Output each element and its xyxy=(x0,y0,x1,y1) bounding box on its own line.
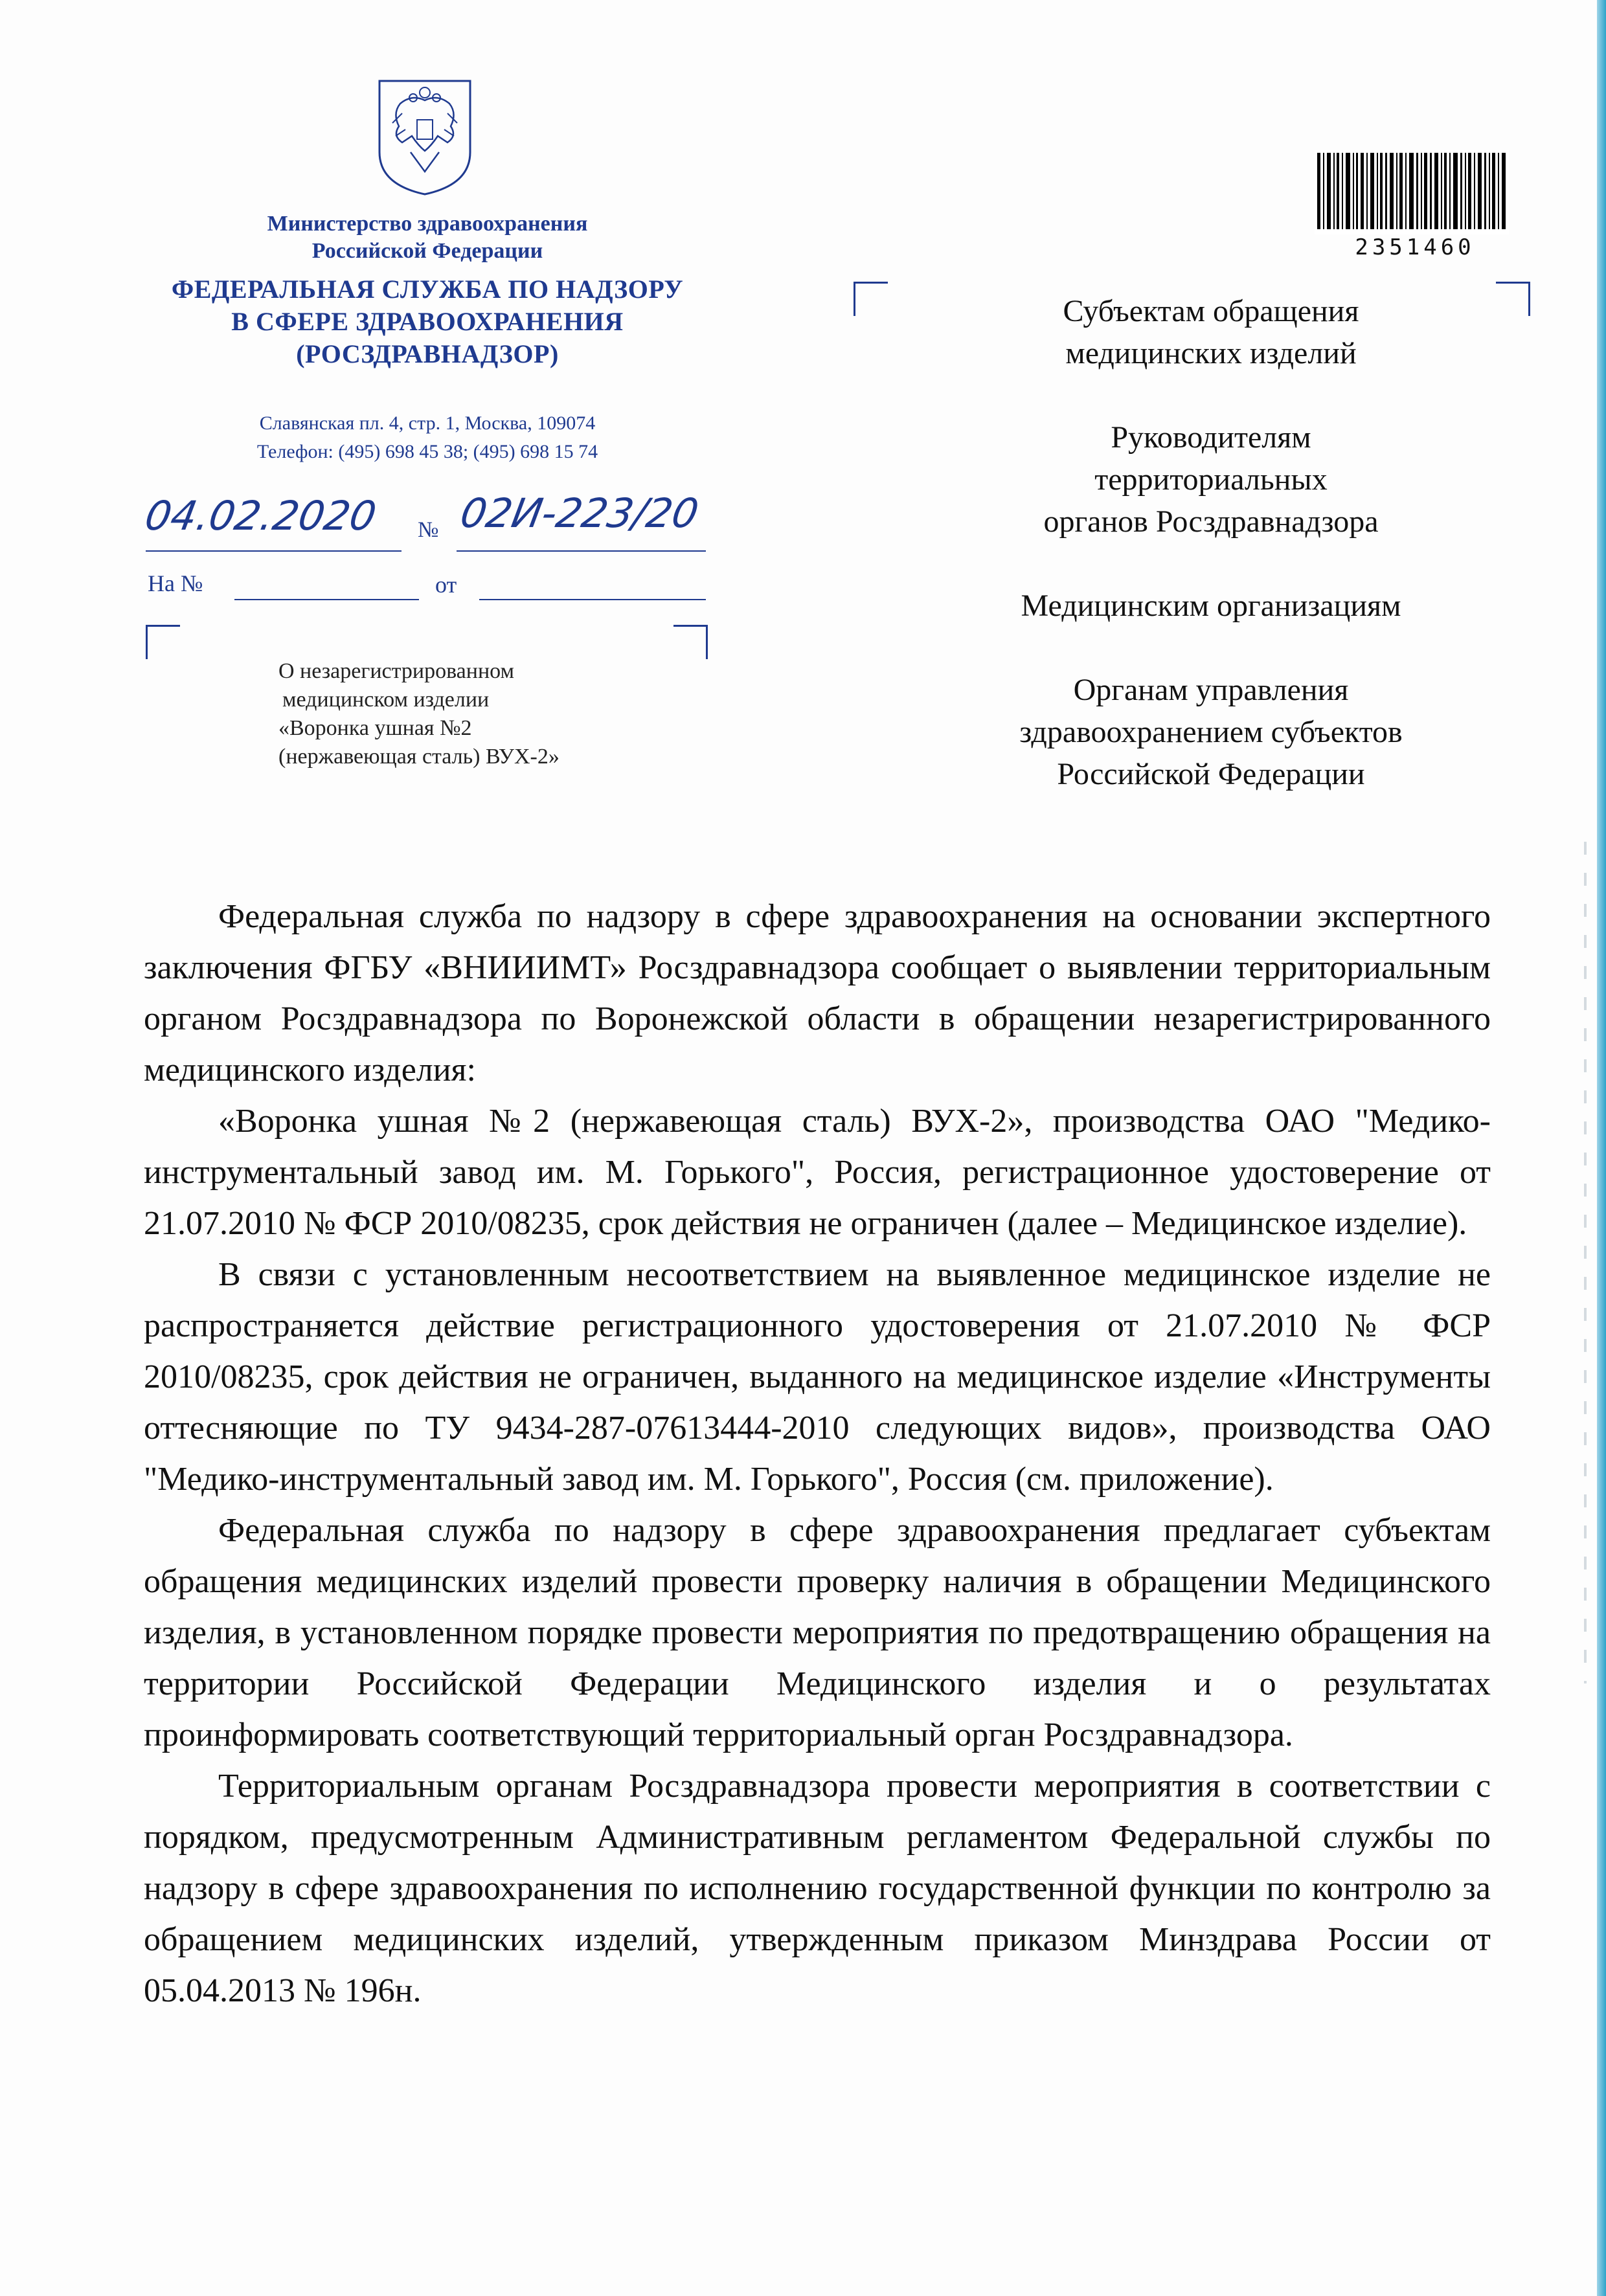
body-paragraph-3: В связи с установленным несоответствием на выявленное медицинское изделие не распространяется действие регистрационного удостоверения от 21.07.2010 № ФСР 2010/08235, срок действия не ограничен, выданного на медицинское изделие «Инструменты оттесняющие по ТУ 9434-287-07613444-2010 следующих видов», производства ОАО "Медико-инструментальный завод им. М. Горького", Россия (см. приложение). xyxy=(144,1256,1491,1498)
subject-block xyxy=(278,657,680,771)
subject-corner-right xyxy=(673,625,708,659)
scan-edge-artifact xyxy=(1597,0,1606,2296)
addressee-line: Руководителям xyxy=(1111,420,1311,455)
number-sign: № xyxy=(418,518,439,542)
addressee-line: Органам управления xyxy=(1073,673,1349,707)
addressee-group-1 xyxy=(926,290,1496,374)
subject-line-4: (нержавеющая сталь) ВУХ-2» xyxy=(278,745,560,769)
addressees-block xyxy=(926,290,1496,795)
subject-corner-left xyxy=(146,625,180,659)
body-paragraph-1: Федеральная служба по надзору в сфере здравоохранения на основании экспертного заключения ФГБУ «ВНИИИМТ» Росздравнадзора сообщает о выявлении территориальным органом Росздравнадзора по Воронежской области в обращении незарегистрированного медицинского изделия: xyxy=(144,898,1491,1088)
addressee-line: Российской Федерации xyxy=(1057,757,1365,791)
coat-of-arms-icon xyxy=(373,74,477,197)
address-block xyxy=(162,409,693,466)
date-underline xyxy=(146,550,402,552)
service-line-3: (РОСЗДРАВНАДЗОР) xyxy=(296,339,559,368)
subject-line-3: «Воронка ушная №2 xyxy=(278,716,472,740)
number-underline xyxy=(457,550,706,552)
addressee-line: Медицинским организациям xyxy=(1021,589,1401,623)
barcode-number: 2351460 xyxy=(1355,234,1475,260)
addressee-group-2 xyxy=(926,416,1496,543)
addressee-line: медицинских изделий xyxy=(1065,336,1357,370)
ministry-line-2: Российской Федерации xyxy=(311,239,543,263)
na-underline xyxy=(234,599,419,600)
service-line-1: ФЕДЕРАЛЬНАЯ СЛУЖБА ПО НАДЗОРУ xyxy=(171,275,684,304)
addressee-corner-left xyxy=(854,282,888,316)
service-name xyxy=(130,273,725,370)
body-paragraph-4: Федеральная служба по надзору в сфере здравоохранения предлагает субъектам обращения медицинских изделий провести проверку наличия в обращении Медицинского изделия, в установленном порядке провести мероприятия по предотвращению обращения на территории Российской Федерации Медицинского изделия и о результатах проинформировать соответствующий территориальный орган Росздравнадзора. xyxy=(144,1512,1491,1753)
service-line-2: В СФЕРЕ ЗДРАВООХРАНЕНИЯ xyxy=(231,307,624,336)
addressee-group-4 xyxy=(926,669,1496,795)
scan-line-artifact xyxy=(1584,842,1587,1683)
addressee-group-3 xyxy=(926,585,1496,627)
addressee-line: Субъектам обращения xyxy=(1063,294,1359,328)
subject-line-2: медицинском изделии xyxy=(282,688,490,712)
addressee-corner-right xyxy=(1496,282,1530,316)
addressee-line: органов Росздравнадзора xyxy=(1043,504,1379,539)
handwritten-date: 04.02.2020 xyxy=(141,492,380,539)
subject-line-1: О незарегистрированном xyxy=(278,659,515,683)
addressee-line: здравоохранением субъектов xyxy=(1019,715,1403,749)
na-label: На № xyxy=(148,570,203,596)
phone-line: Телефон: (495) 698 45 38; (495) 698 15 74 xyxy=(256,441,598,462)
ministry-line-1: Министерство здравоохранения xyxy=(267,212,588,236)
body-paragraph-2: «Воронка ушная №2 (нержавеющая сталь) ВУХ-2», производства ОАО "Медико-инструментальный завод им. М. Горького", Россия, регистрационное удостоверение от 21.07.2010 № ФСР 2010/08235, срок действия не ограничен (далее – Медицинское изделие). xyxy=(144,1103,1491,1242)
ministry-name xyxy=(162,210,693,265)
letter-body xyxy=(144,891,1491,2016)
ot-underline xyxy=(479,599,706,600)
barcode-icon xyxy=(1315,150,1509,234)
address-line: Славянская пл. 4, стр. 1, Москва, 109074 xyxy=(259,412,596,434)
handwritten-number: 02И-223/20 xyxy=(457,490,703,537)
body-paragraph-5: Территориальным органам Росздравнадзора провести мероприятия в соответствии с порядком, предусмотренным Административным регламентом Федеральной службы по надзору в сфере здравоохранения по исполнению государственной функции по контролю за обращением медицинских изделий, утвержденным приказом Минздрава России от 05.04.2013 № 196н. xyxy=(144,1768,1491,2009)
ot-label: от xyxy=(435,572,457,598)
addressee-line: территориальных xyxy=(1094,462,1328,497)
reference-row xyxy=(148,570,203,597)
